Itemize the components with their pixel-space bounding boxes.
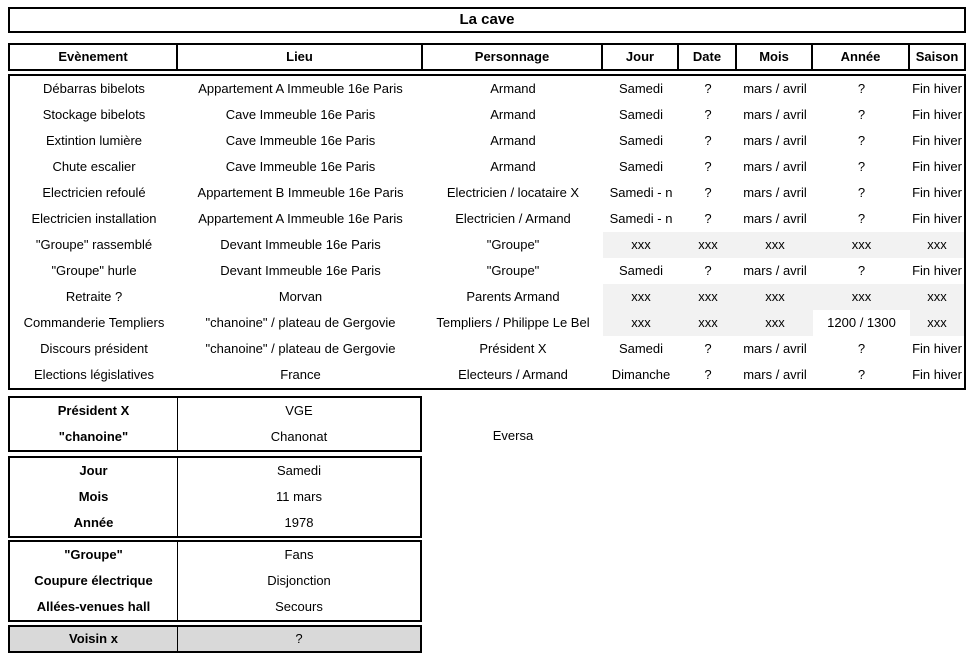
page-title: La cave (459, 11, 515, 28)
table-cell: xxx (679, 284, 737, 310)
info-row (10, 484, 420, 510)
table-cell: Fin hiver (912, 211, 962, 226)
table-cell: Fin hiver (912, 133, 962, 148)
table-cell: mars / avril (743, 107, 807, 122)
table-cell: xxx (737, 232, 813, 258)
info-label: Président X (10, 398, 178, 424)
info-value: ? (295, 631, 303, 646)
table-cell: ? (704, 159, 712, 174)
table-cell: "chanoine" / plateau de Gergovie (205, 315, 396, 330)
table-cell: Cave Immeuble 16e Paris (225, 133, 376, 148)
table-cell: Retraite ? (65, 289, 123, 304)
table-cell: ? (704, 341, 712, 356)
info-row (10, 627, 420, 651)
info-row (10, 542, 420, 568)
table-row (10, 258, 964, 284)
info-value: Disjonction (267, 573, 331, 588)
table-cell: Extintion lumière (45, 133, 143, 148)
table-cell: xxx (603, 284, 679, 310)
table-cell: xxx (910, 310, 964, 336)
table-cell: Dimanche (611, 367, 671, 382)
table-row (10, 206, 964, 232)
table-cell: "chanoine" / plateau de Gergovie (205, 341, 396, 356)
table-cell: xxx (910, 232, 964, 258)
table-cell: ? (857, 159, 866, 174)
info-value: 11 mars (276, 489, 322, 504)
table-cell: "Groupe" (486, 237, 540, 252)
info-row (10, 398, 420, 424)
table-cell: xxx (910, 284, 964, 310)
table-cell: mars / avril (743, 81, 807, 96)
table-cell: ? (704, 133, 712, 148)
table-cell: mars / avril (743, 185, 807, 200)
info-label: Année (10, 510, 178, 536)
table-cell: ? (704, 107, 712, 122)
table-cell: xxx (813, 284, 910, 310)
table-cell: Stockage bibelots (42, 107, 146, 122)
table-row (10, 232, 964, 258)
table-cell: Cave Immeuble 16e Paris (225, 107, 376, 122)
table-row (10, 128, 964, 154)
table-cell: Morvan (278, 289, 323, 304)
info-label: Mois (10, 484, 178, 510)
table-cell: Electricien / Armand (455, 211, 571, 226)
table-row (10, 102, 964, 128)
table-cell: Samedi (618, 107, 664, 122)
info-value: Secours (275, 599, 323, 614)
table-cell: mars / avril (743, 341, 807, 356)
table-cell: Débarras bibelots (43, 81, 145, 96)
column-header-saison: Saison (915, 49, 959, 64)
table-cell: Electricien installation (31, 211, 157, 226)
table-cell: ? (857, 263, 866, 278)
info-table-date-facts (8, 456, 422, 538)
table-cell: "Groupe" rassemblé (35, 237, 153, 252)
table-cell: xxx (603, 232, 679, 258)
table-cell: ? (857, 107, 866, 122)
table-cell: ? (857, 211, 866, 226)
table-cell: Devant Immeuble 16e Paris (220, 263, 381, 278)
table-cell: ? (704, 81, 712, 96)
info-value: Samedi (276, 463, 322, 478)
table-cell: Samedi (618, 263, 664, 278)
column-header-ann-e: Année (813, 45, 910, 69)
table-row (10, 154, 964, 180)
table-cell: Electricien refoulé (42, 185, 146, 200)
table-cell: Electricien / locataire X (446, 185, 580, 200)
table-cell: ? (704, 211, 712, 226)
table-cell: Parents Armand (466, 289, 560, 304)
table-cell: ? (857, 81, 866, 96)
table-cell: mars / avril (743, 263, 807, 278)
table-cell: Appartement B Immeuble 16e Paris (197, 185, 404, 200)
info-row (10, 458, 420, 484)
table-cell: ? (704, 185, 712, 200)
table-cell: Samedi (618, 341, 664, 356)
table-cell: ? (857, 185, 866, 200)
table-cell: France (280, 367, 321, 382)
table-row (10, 76, 964, 102)
table-cell: ? (857, 341, 866, 356)
info-row (10, 594, 420, 620)
table-cell: Devant Immeuble 16e Paris (220, 237, 381, 252)
table-row (10, 284, 964, 310)
table-cell: xxx (603, 310, 679, 336)
table-row (10, 180, 964, 206)
info-label: Jour (10, 458, 178, 484)
column-header-mois: Mois (737, 45, 813, 69)
table-cell: "Groupe" (486, 263, 540, 278)
title-box (8, 7, 966, 33)
info-table-identities (8, 396, 422, 452)
table-cell: mars / avril (743, 159, 807, 174)
column-header-jour: Jour (603, 45, 679, 69)
table-cell: Président X (479, 341, 547, 356)
table-cell: Armand (490, 159, 536, 174)
info-row (10, 568, 420, 594)
info-label: "Groupe" (10, 542, 178, 568)
info-row (10, 510, 420, 536)
table-cell: 1200 / 1300 (827, 315, 896, 330)
table-cell: Templiers / Philippe Le Bel (436, 315, 590, 330)
table-cell: Fin hiver (912, 185, 962, 200)
table-cell: Armand (490, 107, 536, 122)
header-row (10, 45, 964, 69)
table-cell: Samedi - n (609, 211, 673, 226)
table-cell: Appartement A Immeuble 16e Paris (198, 211, 403, 226)
info-label: "chanoine" (10, 424, 178, 450)
side-note: Eversa (492, 428, 534, 443)
info-table-interpretations (8, 540, 422, 622)
column-header-personnage: Personnage (423, 45, 603, 69)
table-cell: ? (704, 367, 712, 382)
table-cell: Cave Immeuble 16e Paris (225, 159, 376, 174)
table-cell: Samedi (618, 133, 664, 148)
info-value: VGE (285, 403, 313, 418)
info-label: Allées-venues hall (10, 594, 178, 620)
table-cell: Fin hiver (912, 81, 962, 96)
table-cell: Fin hiver (912, 341, 962, 356)
table-cell: Elections législatives (34, 367, 154, 382)
table-cell: Armand (490, 81, 536, 96)
table-cell: xxx (737, 310, 813, 336)
column-header-ev-nement: Evènement (10, 45, 178, 69)
table-cell: Fin hiver (912, 367, 962, 382)
table-cell: Discours président (40, 341, 148, 356)
table-cell: Samedi (618, 81, 664, 96)
table-cell: Samedi (618, 159, 664, 174)
column-header-date: Date (679, 45, 737, 69)
table-cell: Fin hiver (912, 159, 962, 174)
info-value: Chanonat (270, 429, 328, 444)
info-row (10, 424, 420, 450)
table-cell: mars / avril (743, 211, 807, 226)
main-table-body (8, 74, 966, 390)
table-cell: xxx (737, 284, 813, 310)
table-row (10, 362, 964, 388)
info-label: Coupure électrique (10, 568, 178, 594)
info-value: Fans (284, 547, 314, 562)
table-cell: xxx (679, 310, 737, 336)
table-cell: Fin hiver (912, 263, 962, 278)
table-cell: Chute escalier (52, 159, 136, 174)
table-cell: Samedi - n (609, 185, 673, 200)
column-header-lieu: Lieu (178, 45, 423, 69)
table-cell: Armand (490, 133, 536, 148)
table-cell: "Groupe" hurle (51, 263, 137, 278)
table-cell: ? (857, 367, 866, 382)
table-cell: xxx (813, 232, 910, 258)
info-table-open-question (8, 625, 422, 653)
table-cell: ? (704, 263, 712, 278)
table-cell: Fin hiver (912, 107, 962, 122)
info-label: Voisin x (10, 627, 178, 651)
table-cell: Commanderie Templiers (23, 315, 165, 330)
info-value: 1978 (284, 515, 314, 530)
table-cell: mars / avril (743, 133, 807, 148)
table-cell: xxx (679, 232, 737, 258)
table-cell: ? (857, 133, 866, 148)
table-cell: mars / avril (743, 367, 807, 382)
table-cell: Electeurs / Armand (458, 367, 568, 382)
table-row (10, 336, 964, 362)
table-row (10, 310, 964, 336)
main-table-header (8, 43, 966, 71)
table-cell: Appartement A Immeuble 16e Paris (198, 81, 403, 96)
